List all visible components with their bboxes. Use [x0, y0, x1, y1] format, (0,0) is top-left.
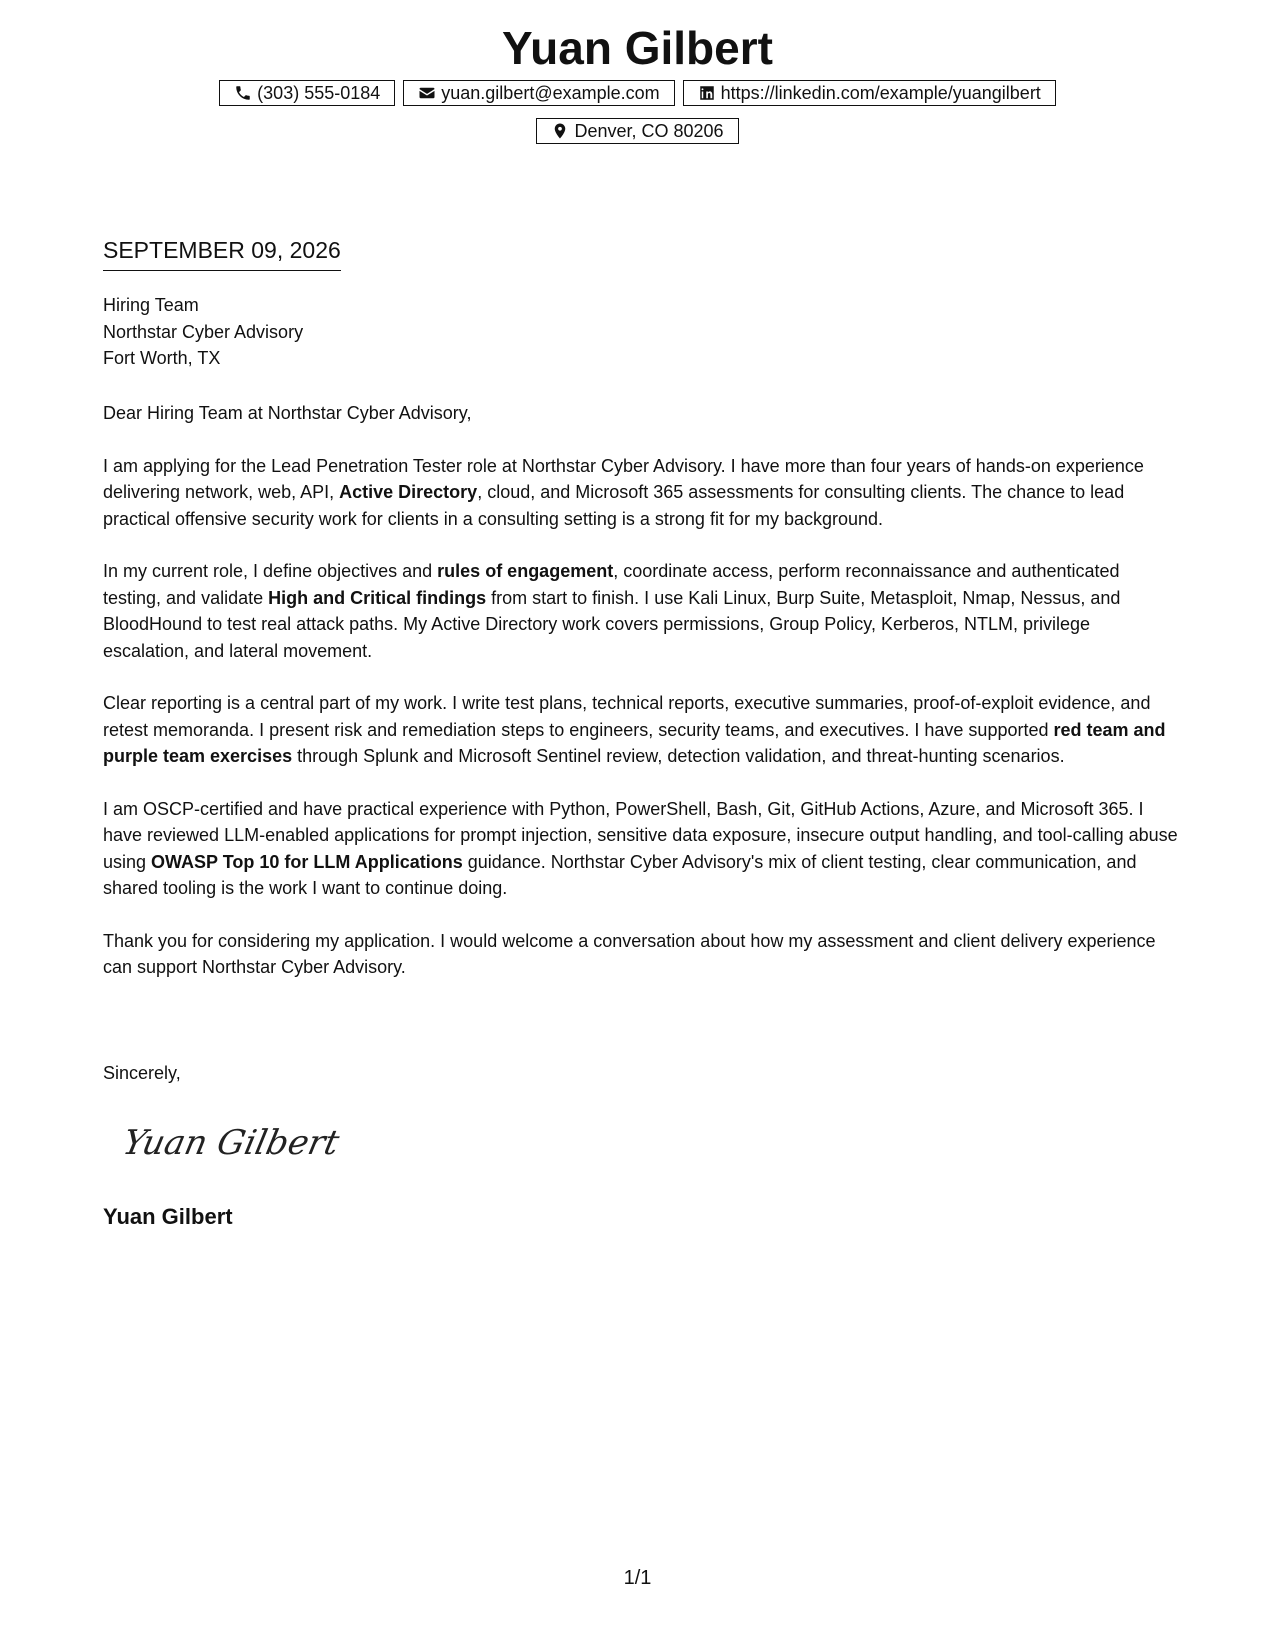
page-number: 1/1 [623, 1567, 652, 1589]
location-text: Denver, CO 80206 [574, 121, 724, 141]
linkedin-url: https://linkedin.com/example/yuangilbert [720, 83, 1041, 103]
paragraph-text: through Splunk and Microsoft Sentinel review, detection validation, and threat-hunting scenarios. [292, 746, 1065, 766]
paragraph-text: , cloud, and Microsoft 365 assessments for consulting clients. The chance to lead practical offensive security work for clients in a consulting setting is a strong fit for my background. [103, 482, 1125, 529]
linkedin-icon [698, 84, 716, 102]
envelope-icon [418, 84, 436, 102]
paragraph-text: I am applying for the Lead Penetration Tester role at Northstar Cyber Advisory. I have more than four years of hands-on experience delivering network, web, API, [103, 455, 1144, 502]
phone-icon [234, 84, 252, 102]
emphasized-text: High and Critical findings [268, 587, 487, 608]
body-paragraph [103, 453, 1178, 533]
paragraph-text: Clear reporting is a central part of my work. I write test plans, technical reports, executive summaries, proof-of-exploit evidence, and retest memoranda. I present risk and remediation steps to engineers, security teams, and executives. I have supported [103, 693, 1151, 740]
closing: Sincerely, [103, 1063, 181, 1083]
paragraph-text: I am OSCP-certified and have practical experience with Python, PowerShell, Bash, Git, GitHub Actions, Azure, and Microsoft 365. I have reviewed LLM-enabled applications for prompt injection, sensitive data exposure, insecure output handling, and tool-calling abuse using [103, 798, 1178, 872]
recipient-location: Fort Worth, TX [103, 348, 221, 368]
paragraph-text: Thank you for considering my application. I would welcome a conversation about how my assessment and client delivery experience can support Northstar Cyber Advisory. [103, 930, 1156, 977]
recipient-line: Hiring Team [103, 295, 199, 315]
map-pin-icon [551, 122, 569, 140]
paragraph-text: , coordinate access, perform reconnaissance and authenticated testing, and validate [103, 561, 1120, 608]
body-paragraph [103, 558, 1178, 664]
recipient-company: Northstar Cyber Advisory [103, 321, 304, 342]
paragraph-text: In my current role, I define objectives and [103, 561, 438, 581]
phone-number: (303) 555-0184 [257, 83, 381, 103]
phone-contact-chip [219, 80, 395, 106]
recipient-block [103, 292, 303, 372]
salutation: Dear Hiring Team at Northstar Cyber Advisory, [103, 403, 472, 423]
contact-row-primary [0, 80, 1275, 106]
applicant-name-header: Yuan Gilbert [502, 22, 773, 74]
emphasized-text: red team and purple team exercises [103, 719, 1166, 766]
paragraph-text: guidance. Northstar Cyber Advisory's mix of client testing, clear communication, and shared tooling is the work I want to continue doing. [103, 851, 1137, 898]
letter-paragraphs [103, 453, 1178, 981]
letter-body [103, 400, 1178, 1007]
paragraph-text: from start to finish. I use Kali Linux, Burp Suite, Metasploit, Nmap, Nessus, and BloodHound to test real attack paths. My Active Directory work covers permissions, Group Policy, Kerberos, NTLM, privilege escalation, and lateral movement. [103, 587, 1121, 661]
body-paragraph [103, 690, 1178, 770]
body-paragraph [103, 928, 1178, 981]
emphasized-text: Active Directory [339, 482, 478, 502]
linkedin-contact-chip[interactable] [683, 80, 1056, 106]
contact-row-secondary [0, 118, 1275, 144]
email-contact-chip[interactable] [403, 80, 674, 106]
emphasized-text: OWASP Top 10 for LLM Applications [151, 851, 463, 872]
email-address: yuan.gilbert@example.com [441, 83, 660, 103]
emphasized-text: rules of engagement [437, 561, 614, 581]
location-contact-chip [536, 118, 738, 144]
signer-name: Yuan Gilbert [103, 1204, 233, 1229]
letter-date: SEPTEMBER 09, 2026 [103, 236, 341, 271]
svg-text:Yuan Gilbert: Yuan Gilbert [120, 1123, 343, 1163]
handwritten-signature [120, 1112, 350, 1172]
body-paragraph [103, 796, 1178, 902]
